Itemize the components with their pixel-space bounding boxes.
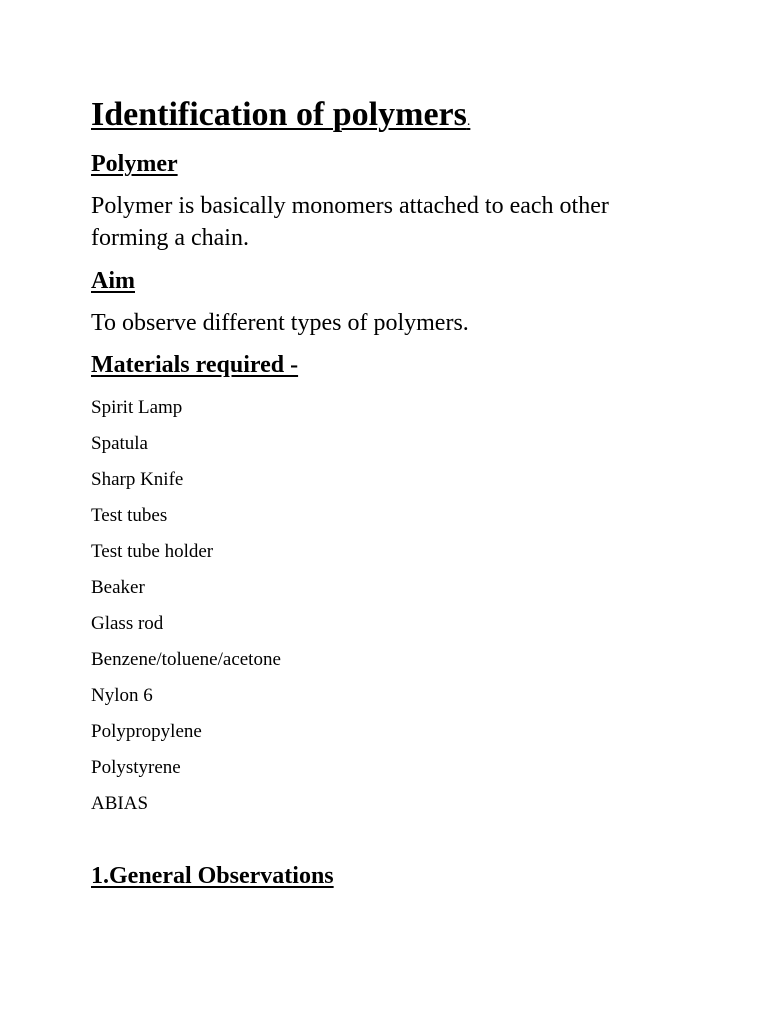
material-item: ABIAS <box>91 793 149 814</box>
aim-text: To observe different types of polymers. <box>91 310 469 336</box>
material-item: Test tube holder <box>91 541 214 562</box>
polymer-definition: Polymer is basically monomers attached to each other forming a chain. <box>91 193 609 251</box>
heading-polymer: Polymer <box>91 151 178 177</box>
heading-materials: Materials required - <box>91 352 299 378</box>
material-item: Nylon 6 <box>91 685 153 706</box>
document-title <box>91 94 476 143</box>
material-item: Sharp Knife <box>91 469 184 490</box>
material-item: Glass rod <box>91 613 164 634</box>
material-item: Beaker <box>91 577 145 598</box>
material-item: Benzene/toluene/acetone <box>91 649 281 670</box>
material-item: Polystyrene <box>91 757 181 778</box>
document-title-text: Identification of polymers <box>91 96 467 133</box>
material-item: Spatula <box>91 433 148 454</box>
material-item: Spirit Lamp <box>91 397 183 418</box>
document-page <box>91 0 691 1024</box>
document-title-suffix: . <box>466 114 471 129</box>
heading-aim: Aim <box>91 268 135 294</box>
materials-list <box>91 390 281 822</box>
material-item: Test tubes <box>91 505 168 526</box>
heading-general-observations: 1.General Observations <box>91 863 334 889</box>
material-item: Polypropylene <box>91 721 202 742</box>
